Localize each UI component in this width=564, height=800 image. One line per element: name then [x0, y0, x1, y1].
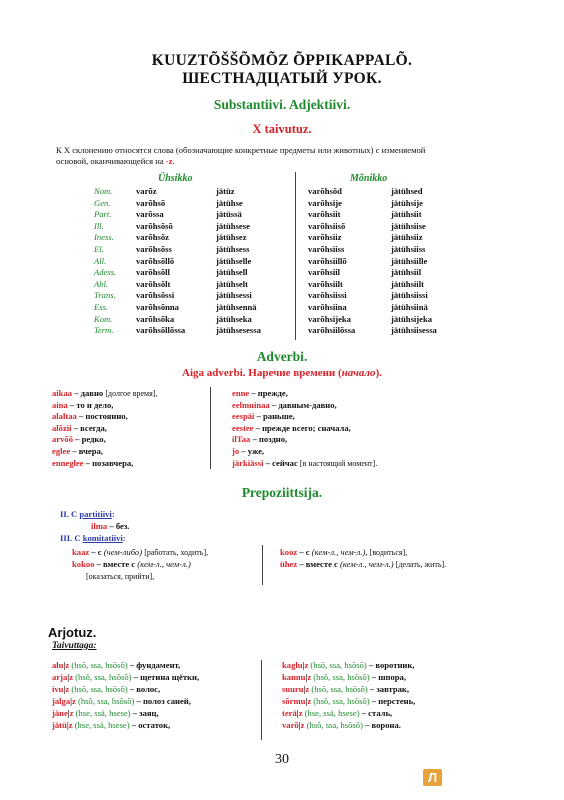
vocab-translation: – заяц,	[130, 708, 159, 718]
adverb-item	[232, 434, 287, 445]
intro-end: .	[172, 156, 175, 166]
declension-form: varõhsiilt	[308, 278, 343, 289]
declension-form: jätühse	[216, 197, 243, 208]
declension-form: jätühseka	[216, 313, 252, 324]
adverb-word: alõzii	[52, 422, 72, 433]
case-label: Iness.	[94, 232, 114, 243]
title-russian: ШЕСТНАДЦАТЫЙ УРОК.	[182, 70, 382, 87]
vocab-item	[52, 720, 170, 731]
declension-form: varõhsõnna	[136, 302, 179, 312]
vocab-bar: |	[296, 708, 299, 718]
vocab-bar: |	[63, 684, 66, 694]
prep-kaaz-rest: – с	[89, 547, 104, 557]
vocab-item	[282, 672, 406, 683]
prep-kokoo	[72, 559, 191, 570]
prep-uhez-italic: (кем-л., чем-л.)	[340, 559, 396, 569]
arjotuz-heading: Arjotuz.	[48, 625, 97, 640]
vocab-bar: |	[66, 720, 69, 730]
prep-kooz-rest: – с	[297, 547, 312, 557]
vocab-item	[282, 696, 415, 707]
declension-form: varõhsõd	[308, 186, 342, 196]
declension-form: jätüssä	[216, 209, 242, 220]
vocab-bar: |	[67, 672, 70, 682]
declension-form: varõhsijeka	[308, 313, 351, 324]
section-adverbi: Adverbi.	[256, 349, 308, 364]
vocab-ending: z	[65, 660, 70, 670]
prep-kokoo-rest: – вместе с	[94, 559, 138, 569]
adverb-item	[52, 434, 106, 445]
prep-uhez	[280, 559, 446, 570]
vocab-bar: |	[305, 696, 308, 706]
case-label: Nom.	[94, 186, 113, 196]
vocab-translation: – сталь,	[359, 708, 393, 718]
adverb-divider	[210, 387, 211, 469]
vocab-ending: z	[69, 708, 74, 718]
vocab-forms: (hsõ, ssa, hsõsõ)	[69, 660, 128, 670]
vocab-bar: |	[303, 684, 306, 694]
vocab-item	[282, 708, 392, 719]
vocab-item	[52, 672, 199, 683]
adverb-translation: – постоянно,	[76, 411, 128, 422]
case-label: Term.	[94, 325, 114, 336]
vocab-item	[282, 720, 401, 731]
adverb-item	[232, 446, 264, 457]
subsection-aiga-adverbi	[0, 367, 564, 379]
vocab-translation: – шпора,	[369, 672, 406, 682]
adverb-word: aina	[52, 399, 68, 410]
prep-kaaz-italic: (чем-либо)	[103, 547, 145, 557]
declension-form: jätühselle	[216, 255, 252, 266]
declension-form: jätühsiinä	[391, 302, 428, 312]
prep-kooz-word: kooz	[280, 547, 298, 557]
adverb-word: ilTaa	[232, 434, 251, 445]
vocab-stem: varõ	[282, 720, 299, 730]
prep-kokoo-word: kokoo	[72, 559, 95, 569]
vocab-stem: suuru	[282, 684, 304, 694]
adverb-translation: – давно	[72, 388, 106, 398]
vocab-ending: z	[68, 720, 73, 730]
declension-form: varõhsõ	[136, 197, 166, 208]
adverb-item	[52, 388, 157, 399]
declension-form: jätühsiille	[391, 255, 428, 266]
vocab-item	[282, 660, 414, 671]
case-label: Abl.	[94, 278, 109, 289]
adverb-translation: – прежде,	[249, 388, 288, 398]
vocab-translation: – остаток,	[129, 720, 171, 730]
case-label: Ess.	[94, 302, 109, 312]
vocab-stem: ivu	[52, 684, 64, 694]
taivuttaga-label: Taivuttaga:	[52, 641, 97, 651]
vocab-ending: z	[69, 672, 74, 682]
adverb-translation: – вчера,	[70, 446, 103, 456]
prep-kokoo-note-line	[86, 571, 154, 582]
adverb-word: enneglee	[52, 457, 84, 468]
prep-iii-colon: :	[122, 533, 126, 543]
prep-iii-header	[60, 533, 126, 544]
vocab-ending: z	[307, 696, 312, 706]
vocab-item	[282, 684, 409, 695]
prep-kooz	[280, 547, 407, 558]
prep-ilma-word: ilma	[91, 521, 108, 531]
case-label: Kom.	[94, 313, 113, 324]
declension-form: varõhsõz	[136, 232, 169, 243]
adverb-word: jo	[232, 446, 240, 456]
vocab-forms: (hsõ, ssa, hsõsõ)	[308, 660, 367, 670]
prep-kaaz	[72, 547, 208, 558]
vocab-forms: (hsõ, ssa, hsõsõ)	[311, 696, 370, 706]
declension-form: varõhsiina	[308, 302, 347, 312]
vocab-bar: |	[67, 708, 70, 718]
adverb-translation: – прежде всего; сначала,	[253, 422, 351, 433]
adverb-translation: – давным-давно,	[269, 399, 337, 410]
declension-form: jätühsese	[216, 220, 250, 231]
adverb-word: järkiässi	[232, 457, 264, 468]
declension-form: jätühsije	[391, 197, 423, 208]
vocab-translation: – щетина щётки,	[131, 672, 200, 682]
vocab-item	[52, 684, 160, 695]
vocab-forms: (hsõ, ssa, hsõsõ)	[75, 696, 135, 706]
adverb-translation: – поздно,	[250, 434, 288, 445]
adverb-item	[52, 423, 107, 434]
adverb-item	[52, 400, 113, 411]
adverb-translation: – раньше,	[254, 411, 295, 422]
prep-uhez-note: [делать, жить].	[395, 560, 447, 569]
adverb-translation: – редко,	[73, 434, 106, 445]
vocab-stem: terä	[282, 708, 297, 718]
vocab-divider	[261, 660, 262, 740]
aiga-label: Aiga adverbi. Наречие времени (	[182, 367, 342, 379]
vocab-ending: z	[298, 708, 303, 718]
vocab-stem: jalga	[52, 696, 71, 706]
vocab-item	[52, 660, 180, 671]
intro-text: основой, оканчивающейся на	[56, 156, 166, 166]
adverb-item	[232, 411, 295, 422]
vocab-stem: kaglu	[282, 660, 303, 670]
adverb-word: eespäi	[232, 411, 255, 422]
vocab-translation: – фундамент,	[127, 660, 181, 670]
vocab-ending: z	[304, 660, 309, 670]
declension-form: varõhsõka	[136, 313, 175, 324]
case-label: Adess.	[94, 267, 117, 278]
adverb-word: aikaa	[52, 388, 73, 398]
adverb-translation: – всегда,	[71, 422, 107, 433]
prep-ii-header	[60, 509, 115, 520]
case-label: All.	[94, 255, 107, 266]
declension-form: varõhsõss	[136, 244, 172, 254]
adverb-item	[232, 458, 377, 469]
plural-header: Mõnikko	[350, 173, 388, 184]
adverb-item	[52, 411, 128, 422]
prep-ii-label: II. С	[60, 509, 80, 519]
adverb-item	[232, 423, 351, 434]
case-label: Part.	[94, 209, 112, 220]
declension-form: varõhsõsõ	[136, 220, 173, 231]
case-label: Gen.	[94, 197, 111, 208]
vocab-translation: – полоз саней,	[134, 696, 191, 706]
prep-ilma	[91, 521, 129, 532]
adverb-translation: – то и дело,	[67, 399, 114, 410]
vocab-bar: |	[70, 696, 73, 706]
intro-line-1: К X склонению относятся слова (обозначающие конкретные предметы или животных) с изменяемой	[56, 145, 426, 155]
declension-form: varõhsõll	[136, 267, 170, 278]
declension-form: jätühselt	[216, 278, 248, 289]
prep-kooz-note: [водиться],	[369, 548, 408, 557]
vocab-forms: (hse, ssä, hsese)	[302, 708, 360, 718]
adverb-note: [в настоящий момент].	[299, 458, 378, 468]
publisher-logo: Л	[423, 769, 442, 786]
vocab-ending: z	[307, 672, 312, 682]
vocab-stem: jäne	[52, 708, 68, 718]
vocab-item	[52, 696, 191, 707]
adverb-note: [долгое время],	[105, 389, 158, 398]
declension-form: varõhsiiss	[308, 244, 345, 254]
declension-form: jätüz	[216, 186, 235, 196]
declension-form: jätühsiil	[391, 267, 422, 278]
adverb-item	[232, 400, 337, 411]
adverb-item	[52, 446, 103, 457]
singular-header: Ühsikko	[158, 173, 193, 184]
prep-kaaz-word: kaaz	[72, 547, 90, 557]
vocab-forms: (hsõ, ssa, hsõsõ)	[309, 684, 368, 694]
vocab-ending: z	[65, 684, 70, 694]
declension-form: jätühsiit	[391, 209, 422, 220]
intro-ending: -z	[165, 156, 173, 166]
vocab-translation: – ворона.	[362, 720, 401, 730]
adverb-word: arvõõ	[52, 434, 74, 445]
vocab-forms: (hsõ, ssa, hsõsõ)	[73, 672, 132, 682]
adverb-word: alaltaa	[52, 411, 77, 422]
vocab-forms: (hsõ, ssa, hsõsõ)	[311, 672, 370, 682]
adverb-word: eestee	[232, 422, 254, 433]
prep-uhez-word: ühez	[280, 559, 298, 569]
declension-form: jätühsijeka	[391, 313, 433, 324]
aiga-label-end: ).	[375, 367, 382, 379]
vocab-ending: z	[300, 720, 305, 730]
adverb-translation: – сейчас	[263, 457, 300, 468]
declension-form: jätühsess	[216, 244, 250, 254]
vocab-bar: |	[302, 660, 305, 670]
declension-form: varõhsiisõ	[308, 220, 346, 231]
prep-kokoo-italic: (кем-л., чем-л.)	[137, 559, 191, 569]
subsection-x-taivutuz: X taivutuz.	[252, 122, 312, 136]
prep-kooz-italic: (кем-л., чем-л.),	[311, 547, 370, 557]
declension-form: varõhsije	[308, 197, 342, 208]
prep-uhez-rest: – вместе с	[297, 559, 341, 569]
adverb-word: enne	[232, 388, 250, 398]
adverb-translation: – позавчера,	[83, 457, 134, 468]
declension-form: varõhsõllõssa	[136, 325, 186, 336]
vocab-translation: – перстень,	[369, 696, 416, 706]
vocab-forms: (hse, ssä, hsese)	[72, 720, 130, 730]
declension-form: jätühsez	[216, 232, 247, 243]
vocab-forms: (hse, ssä, hsese)	[73, 708, 131, 718]
declension-form: varõhsõllõ	[136, 255, 175, 266]
vocab-translation: – завтрак,	[367, 684, 410, 694]
declension-form: varõhsõlt	[136, 278, 171, 289]
vocab-stem: arja	[52, 672, 68, 682]
declension-form: varõssa	[136, 209, 164, 220]
declension-form: varõz	[136, 186, 157, 196]
declension-form: varõhsiil	[308, 267, 340, 278]
declension-form: jätühsell	[216, 267, 248, 278]
vocab-stem: alu	[52, 660, 64, 670]
vocab-bar: |	[63, 660, 66, 670]
vocab-item	[52, 708, 159, 719]
declension-form: jätühsiisessa	[391, 325, 437, 336]
adverb-item	[232, 388, 288, 399]
vocab-ending: z	[305, 684, 310, 694]
vocab-translation: – воротник,	[366, 660, 415, 670]
vocab-bar: |	[305, 672, 308, 682]
prep-iii-label: III. С	[60, 533, 83, 543]
vocab-ending: z	[72, 696, 76, 706]
declension-form: varõhsõssi	[136, 290, 175, 301]
case-label: El.	[94, 244, 104, 254]
section-prepoziittsija: Prepoziittsija.	[241, 485, 323, 500]
adverb-word: eelmuinaa	[232, 399, 270, 410]
prep-iii-case: komitatiivi	[82, 533, 123, 543]
prep-kokoo-note: [оказаться, прийти],	[86, 572, 155, 581]
table-divider	[295, 172, 296, 340]
vocab-stem: kannu	[282, 672, 306, 682]
declension-form: jätühsessi	[216, 290, 252, 301]
declension-form: jätühsennä	[216, 302, 257, 312]
intro-line-2	[56, 156, 175, 167]
adverb-word: eglee	[52, 446, 71, 456]
declension-form: varõhsiillõ	[308, 255, 347, 266]
prep-divider	[262, 545, 263, 585]
vocab-translation: – волос,	[127, 684, 161, 694]
declension-form: jätühsiilt	[391, 278, 424, 289]
vocab-stem: jätü	[52, 720, 67, 730]
vocab-stem: sõrmu	[282, 696, 306, 706]
case-label: Trans.	[94, 290, 116, 301]
title-latin: KUUZTÕŠŠÕMÕZ ÕPPIKAPPALÕ.	[151, 52, 413, 69]
aiga-label-italic: начало	[341, 367, 376, 379]
declension-form: jätühsiise	[391, 220, 426, 231]
declension-form: varõhsiissi	[308, 290, 347, 301]
declension-form: jätühsesessa	[216, 325, 261, 336]
page-number: 30	[275, 752, 289, 767]
prep-kaaz-note: [работать, ходить],	[144, 548, 209, 557]
declension-form: varõhsiiz	[308, 232, 342, 243]
section-substantiivi: Substantiivi. Adjektiivi.	[213, 97, 351, 112]
declension-form: varõhsiilõssa	[308, 325, 356, 336]
declension-form: jätühsed	[391, 186, 423, 196]
prep-ilma-rest: – без.	[107, 521, 130, 531]
vocab-bar: |	[298, 720, 301, 730]
adverb-translation: – уже,	[239, 446, 265, 456]
vocab-forms: (hsõ, ssa, hsõsõ)	[304, 720, 363, 730]
prep-ii-case: partitiivi	[79, 509, 112, 519]
declension-form: jätühsiiz	[391, 232, 423, 243]
vocab-forms: (hsõ, ssa, hsõsõ)	[69, 684, 128, 694]
case-label: Ill.	[94, 220, 104, 231]
prep-ii-colon: :	[111, 509, 115, 519]
declension-form: jätühsiiss	[391, 244, 426, 254]
declension-form: varõhsiit	[308, 209, 341, 220]
adverb-item	[52, 458, 133, 469]
declension-form: jätühsiissi	[391, 290, 428, 301]
